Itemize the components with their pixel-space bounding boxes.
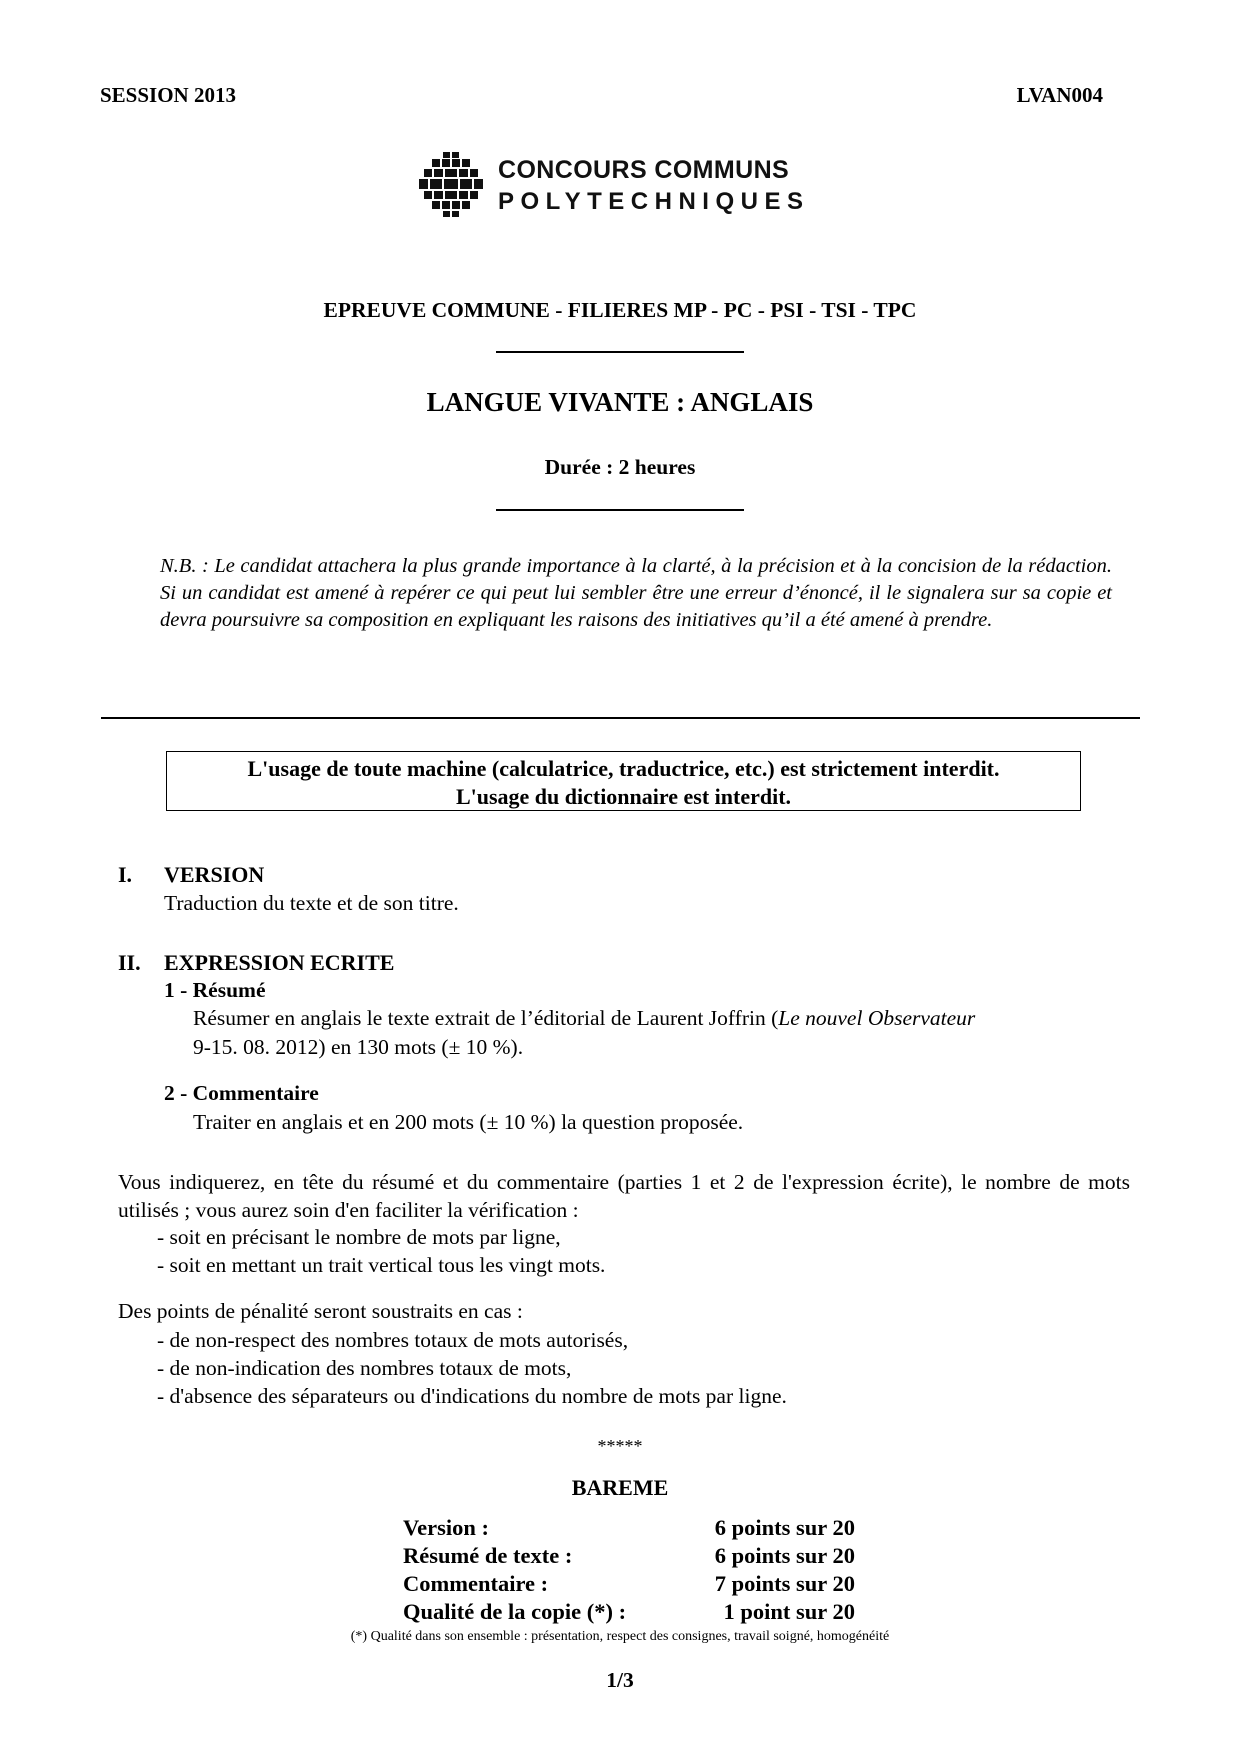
divider <box>496 509 744 511</box>
section-text: Traduction du texte et de son titre. <box>164 891 459 915</box>
duration: Durée : 2 heures <box>544 455 696 479</box>
resume-text: Résumer en anglais le texte extrait de l’éditorial de Laurent Joffrin ( <box>193 1006 779 1030</box>
source-title: Le nouvel Observateur <box>778 1006 976 1030</box>
resume-line-1 <box>193 1006 1133 1031</box>
instructions-intro: Vous indiquerez, en tête du résumé et du commentaire (parties 1 et 2 de l'expression écrite), le nombre de mots utilisés ; vous aurez soin d'en faciliter la vérification : <box>118 1170 1130 1222</box>
bareme-value: 6 points sur 20 <box>714 1515 855 1540</box>
box-line-1: L'usage de toute machine (calculatrice, traductrice, etc.) est strictement interdit. <box>247 756 1000 781</box>
resume-line-2: 9-15. 08. 2012) en 130 mots (± 10 %). <box>193 1035 524 1059</box>
separator-stars: ***** <box>597 1436 643 1456</box>
penalites-intro: Des points de pénalité seront soustraits en cas : <box>118 1299 523 1323</box>
bareme-title: BAREME <box>571 1475 669 1500</box>
list-item: - d'absence des séparateurs ou d'indications du nombre de mots par ligne. <box>157 1384 787 1408</box>
list-item: - soit en précisant le nombre de mots par ligne, <box>157 1225 561 1249</box>
bareme-label: Commentaire : <box>403 1571 549 1596</box>
full-width-divider <box>101 717 1140 719</box>
section-title: VERSION <box>164 862 265 887</box>
session-label: SESSION 2013 <box>100 83 236 107</box>
box-line-2: L'usage du dictionnaire est interdit. <box>455 784 792 809</box>
logo-line-1: CONCOURS COMMUNS <box>498 156 790 184</box>
commentaire-text: Traiter en anglais et en 200 mots (± 10 %) la question proposée. <box>193 1110 744 1134</box>
list-item: - de non-respect des nombres totaux de mots autorisés, <box>157 1328 629 1352</box>
page-title: LANGUE VIVANTE : ANGLAIS <box>426 387 814 417</box>
exam-code: LVAN004 <box>1016 83 1103 107</box>
bareme-footnote: (*) Qualité dans son ensemble : présentation, respect des consignes, travail soigné, homogénéité <box>350 1629 890 1644</box>
logo <box>416 150 816 220</box>
bareme-value: 6 points sur 20 <box>714 1543 855 1568</box>
section-number: I. <box>118 862 133 887</box>
bareme-label: Résumé de texte : <box>403 1543 573 1568</box>
logo-globe-icon <box>416 150 486 220</box>
section-number: II. <box>118 950 141 975</box>
interdiction-box <box>166 751 1081 811</box>
page-number: 1/3 <box>606 1668 634 1692</box>
logo-line-2: POLYTECHNIQUES <box>498 188 810 215</box>
divider <box>496 351 744 353</box>
nb-notice: N.B. : Le candidat attachera la plus grande importance à la clarté, à la précision et à la concision de la rédaction. Si un candidat est amené à repérer ce qui peut lui sembler être une erreur d’énoncé, il le signalera sur sa copie et devra poursuivre sa composition en expliquant les raisons des initiatives qu’il a été amené à prendre. <box>160 555 1112 631</box>
bareme-value: 7 points sur 20 <box>714 1571 855 1596</box>
subsection-title: 1 - Résumé <box>164 978 266 1002</box>
bareme-label: Qualité de la copie (*) : <box>403 1599 627 1624</box>
section-title: EXPRESSION ECRITE <box>164 950 395 975</box>
bareme-value: 1 point sur 20 <box>723 1599 855 1624</box>
subsection-title: 2 - Commentaire <box>164 1081 319 1105</box>
bareme-label: Version : <box>403 1515 490 1540</box>
epreuve-line: EPREUVE COMMUNE - FILIERES MP - PC - PSI - TSI - TPC <box>323 298 917 322</box>
list-item: - de non-indication des nombres totaux de mots, <box>157 1356 572 1380</box>
list-item: - soit en mettant un trait vertical tous les vingt mots. <box>157 1253 606 1277</box>
